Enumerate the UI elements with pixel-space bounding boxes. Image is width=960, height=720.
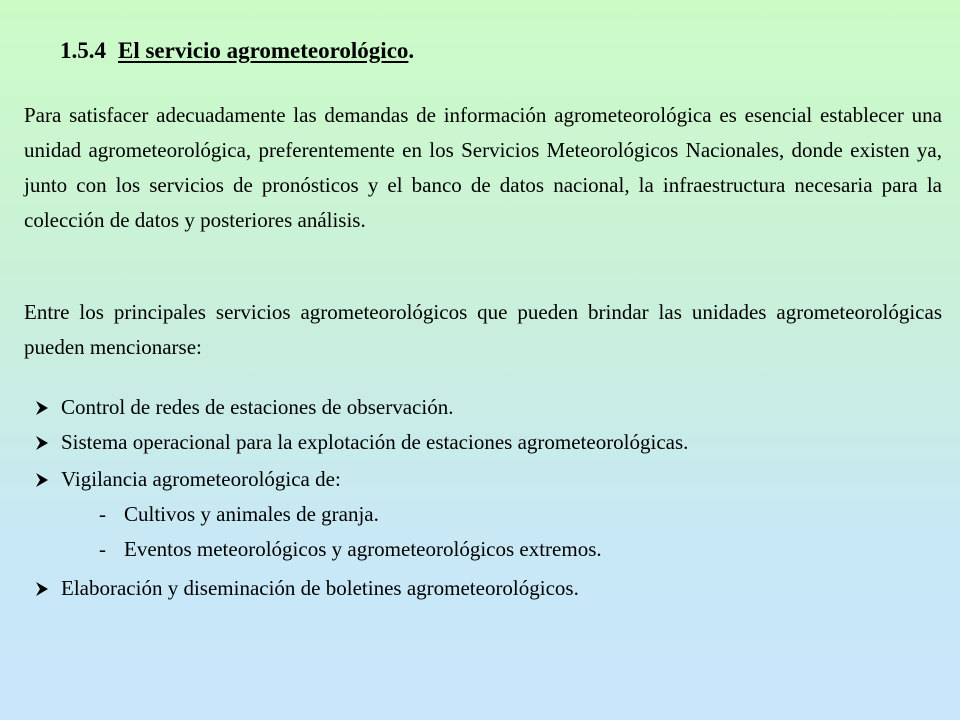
dash-marker: - [99, 502, 106, 526]
section-title: El servicio agrometeorológico [118, 38, 409, 63]
list-item-text: Sistema operacional para la explotación de estaciones agrometeorológicas. [61, 430, 689, 454]
arrow-bullet-icon [34, 581, 50, 597]
services-list [34, 390, 954, 606]
services-intro-paragraph: Entre los principales servicios agrometeorológicos que pueden brindar las unidades agrometeorológicas pueden mencionarse: [24, 300, 942, 359]
arrow-bullet-icon [34, 472, 50, 488]
intro-paragraph: Para satisfacer adecuadamente las demandas de información agrometeorológica es esencial establecer una unidad agrometeorológica, preferentemente en los Servicios Meteorológicos Nacionales, donde existen ya, junto con los servicios de pronósticos y el banco de datos nacional, la infraestructura necesaria para la colección de datos y posteriores análisis. [24, 103, 942, 232]
dash-marker: - [99, 537, 106, 561]
arrow-bullet-icon [34, 400, 50, 416]
section-number: 1.5.4 [60, 38, 106, 63]
arrow-bullet-icon [34, 435, 50, 451]
list-item-text: Vigilancia agrometeorológica de: [61, 467, 341, 491]
list-item [34, 425, 954, 460]
list-item [34, 390, 954, 425]
sublist-item [61, 532, 954, 567]
list-item [34, 571, 954, 606]
sublist-item [61, 497, 954, 532]
section-title-period: . [408, 38, 415, 63]
list-item [34, 462, 954, 567]
sublist-item-text: Cultivos y animales de granja. [124, 502, 379, 526]
vigilance-sublist [61, 497, 954, 567]
section-heading [60, 38, 414, 64]
list-item-text: Control de redes de estaciones de observación. [61, 395, 454, 419]
sublist-item-text: Eventos meteorológicos y agrometeorológicos extremos. [124, 537, 602, 561]
list-item-text: Elaboración y diseminación de boletines agrometeorológicos. [61, 576, 579, 600]
